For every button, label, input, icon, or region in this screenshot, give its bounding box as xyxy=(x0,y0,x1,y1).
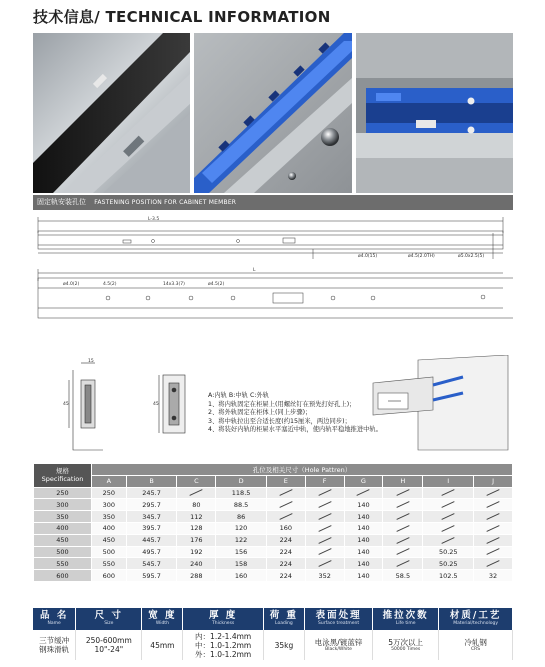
empty-cell-slash xyxy=(474,546,513,558)
table-cell: 224 xyxy=(266,546,305,558)
slash-mark xyxy=(357,490,370,497)
product-header-en: Loading xyxy=(275,621,293,626)
empty-cell-slash xyxy=(266,499,305,511)
slash-mark xyxy=(396,490,409,497)
hole-column-d: D xyxy=(216,475,267,487)
table-cell: 32 xyxy=(474,570,513,582)
empty-cell-slash xyxy=(177,487,216,499)
thickness-outer: 外：1.0-1.2mm xyxy=(195,649,252,659)
product-size-cell xyxy=(76,630,142,660)
slash-mark xyxy=(486,560,499,567)
dim-top-length: L-3.5 xyxy=(148,217,160,222)
life-en: 50000 Times xyxy=(391,646,421,652)
table-cell: 160 xyxy=(216,570,267,582)
empty-cell-slash xyxy=(305,522,344,534)
table-cell: 300 xyxy=(92,499,127,511)
table-cell: 50.25 xyxy=(423,558,474,570)
table-row xyxy=(34,558,513,570)
hole-column-g: G xyxy=(344,475,383,487)
slash-mark xyxy=(442,490,455,497)
empty-cell-slash xyxy=(474,522,513,534)
empty-cell-slash xyxy=(423,499,474,511)
table-cell: 140 xyxy=(344,570,383,582)
hole-column-i: I xyxy=(423,475,474,487)
empty-cell-slash xyxy=(383,546,423,558)
table-cell: 400 xyxy=(92,522,127,534)
dim-slot-3: ø5.0x2.5(5) xyxy=(458,254,485,259)
table-row xyxy=(34,570,513,582)
rail-technical-drawing xyxy=(33,213,513,333)
product-value-row xyxy=(33,630,513,660)
table-cell: 140 xyxy=(344,558,383,570)
thickness-middle: 中：1.0-1.2mm xyxy=(195,640,252,650)
product-header-cn: 材质/工艺 xyxy=(449,610,502,621)
photo-ball-bearing xyxy=(194,33,351,193)
empty-cell-slash xyxy=(305,546,344,558)
empty-cell-slash xyxy=(474,511,513,523)
dim-bottom-length: L xyxy=(253,268,256,273)
table-row xyxy=(34,546,513,558)
slash-mark xyxy=(486,537,499,544)
hole-table-body xyxy=(34,487,513,581)
slash-mark xyxy=(486,490,499,497)
table-cell: 122 xyxy=(216,534,267,546)
table-row xyxy=(34,487,513,499)
section-header-bar xyxy=(33,195,513,210)
table-cell: 295.7 xyxy=(126,499,177,511)
slash-mark xyxy=(318,501,331,508)
table-row xyxy=(34,522,513,534)
empty-cell-slash xyxy=(423,511,474,523)
dim-hole-4: ø4.5(2) xyxy=(208,282,225,287)
empty-cell-slash xyxy=(383,558,423,570)
empty-cell-slash xyxy=(383,499,423,511)
product-header-cell xyxy=(304,608,372,630)
section-title-cn: 固定轨安装孔位 xyxy=(37,198,86,206)
product-header-en: Life time xyxy=(395,621,416,626)
hole-column-b: B xyxy=(126,475,177,487)
table-cell: 240 xyxy=(177,558,216,570)
product-header-cn: 尺 寸 xyxy=(94,610,123,621)
empty-cell-slash xyxy=(474,487,513,499)
table-cell: 500 xyxy=(92,546,127,558)
note-step-4: 4、将装好内轨的柜屉水平塞近中轨，使内轨平稳地推进中轨。 xyxy=(208,426,383,434)
table-cell: 288 xyxy=(177,570,216,582)
spec-size-cell: 550 xyxy=(34,558,92,570)
table-cell: 88.5 xyxy=(216,499,267,511)
table-cell: 86 xyxy=(216,511,267,523)
slash-mark xyxy=(279,490,292,497)
empty-cell-slash xyxy=(383,511,423,523)
product-life-cell xyxy=(373,630,439,660)
slash-mark xyxy=(396,525,409,532)
table-cell: 112 xyxy=(177,511,216,523)
page-title: 技术信息/ TECHNICAL INFORMATION xyxy=(33,8,331,26)
photo-blue-rail xyxy=(356,33,513,193)
table-cell: 345.7 xyxy=(126,511,177,523)
empty-cell-slash xyxy=(383,487,423,499)
material-en: CRS xyxy=(471,646,481,652)
dim-hole-1: ø4.0(2) xyxy=(63,282,80,287)
slash-mark xyxy=(442,525,455,532)
product-info-table xyxy=(33,608,513,660)
product-header-cell xyxy=(373,608,439,630)
slash-mark xyxy=(279,513,292,520)
slash-mark xyxy=(279,501,292,508)
product-header-cn: 推拉次数 xyxy=(382,610,429,621)
product-header-cell xyxy=(76,608,142,630)
spec-label-en: Specification xyxy=(41,475,84,484)
table-cell: 80 xyxy=(177,499,216,511)
table-cell: 102.5 xyxy=(423,570,474,582)
empty-cell-slash xyxy=(305,534,344,546)
empty-cell-slash xyxy=(266,511,305,523)
life-cn: 5万次以上 xyxy=(388,637,424,647)
product-header-en: Size xyxy=(104,621,114,626)
table-cell: 445.7 xyxy=(126,534,177,546)
product-header-en: Material/technology xyxy=(453,621,498,626)
product-header-row xyxy=(33,608,513,630)
empty-cell-slash xyxy=(305,558,344,570)
empty-cell-slash xyxy=(383,522,423,534)
table-cell: 140 xyxy=(344,511,383,523)
table-cell: 224 xyxy=(266,558,305,570)
product-size-line1: 250-600mm xyxy=(85,636,132,645)
thickness-inner: 内：1.2-1.4mm xyxy=(195,631,252,641)
note-step-3: 3、将中轨拉出至合适长度(约15厘米，两边同步)； xyxy=(208,417,351,425)
product-name-cell xyxy=(33,630,76,660)
section-title-en: FASTENING POSITION FOR CABINET MEMBER xyxy=(94,199,237,206)
product-surface-cell xyxy=(304,630,372,660)
table-cell: 595.7 xyxy=(126,570,177,582)
spec-size-cell: 400 xyxy=(34,522,92,534)
product-header-cn: 品 名 xyxy=(40,610,69,621)
hole-pattern-table xyxy=(33,463,513,582)
table-cell: 250 xyxy=(92,487,127,499)
material-cn: 冷轧钢 xyxy=(464,637,487,647)
spec-size-cell: 450 xyxy=(34,534,92,546)
product-header-cn: 厚 度 xyxy=(208,610,238,621)
product-header-cell xyxy=(263,608,304,630)
product-width-cell: 45mm xyxy=(142,630,183,660)
product-header-cell xyxy=(439,608,513,630)
table-row xyxy=(34,499,513,511)
hole-column-headers xyxy=(34,475,513,487)
slash-mark xyxy=(396,513,409,520)
product-material-cell xyxy=(439,630,513,660)
table-cell: 158 xyxy=(216,558,267,570)
slash-mark xyxy=(486,525,499,532)
hole-column-f: F xyxy=(305,475,344,487)
dim-height-45-left: 45 xyxy=(63,402,69,407)
slash-mark xyxy=(396,560,409,567)
slash-mark xyxy=(190,490,203,497)
table-cell: 224 xyxy=(266,570,305,582)
slash-mark xyxy=(442,501,455,508)
table-cell: 224 xyxy=(266,534,305,546)
table-cell: 395.7 xyxy=(126,522,177,534)
empty-cell-slash xyxy=(344,487,383,499)
empty-cell-slash xyxy=(423,487,474,499)
spec-size-cell: 300 xyxy=(34,499,92,511)
empty-cell-slash xyxy=(305,499,344,511)
slash-mark xyxy=(442,537,455,544)
table-cell: 176 xyxy=(177,534,216,546)
spec-label-cn: 规格 xyxy=(56,467,69,476)
product-thickness-cell xyxy=(183,630,263,660)
product-header-en: Thickness xyxy=(212,621,235,626)
table-cell: 495.7 xyxy=(126,546,177,558)
table-cell: 140 xyxy=(344,546,383,558)
slash-mark xyxy=(318,560,331,567)
empty-cell-slash xyxy=(266,487,305,499)
table-cell: 140 xyxy=(344,499,383,511)
table-cell: 245.7 xyxy=(126,487,177,499)
surface-cn: 电泳黑/镀蓝锌 xyxy=(314,637,363,647)
note-step-2: 2、将外轨固定在柜体上(同上步骤)； xyxy=(208,409,312,417)
spec-size-cell: 600 xyxy=(34,570,92,582)
empty-cell-slash xyxy=(474,558,513,570)
table-cell: 140 xyxy=(344,534,383,546)
slash-mark xyxy=(486,549,499,556)
dim-height-45-right: 45 xyxy=(153,402,159,407)
product-size-line2: 10"-24" xyxy=(94,645,124,654)
product-loading-cell: 35kg xyxy=(263,630,304,660)
note-step-1: 1、将内轨固定在柜屉上(用螺丝钉在预先打好孔上)； xyxy=(208,400,356,408)
hole-column-a: A xyxy=(92,475,127,487)
product-header-cn: 表面处理 xyxy=(315,610,362,621)
slash-mark xyxy=(396,537,409,544)
empty-cell-slash xyxy=(383,534,423,546)
slash-mark xyxy=(318,537,331,544)
product-header-cell xyxy=(142,608,183,630)
table-cell: 600 xyxy=(92,570,127,582)
dim-slot-1: ø4.0(15) xyxy=(358,254,378,259)
table-row xyxy=(34,534,513,546)
spec-size-cell: 250 xyxy=(34,487,92,499)
table-cell: 160 xyxy=(266,522,305,534)
table-row xyxy=(34,511,513,523)
product-header-en: Surface treatment xyxy=(317,621,360,626)
table-cell: 128 xyxy=(177,522,216,534)
spec-size-cell: 350 xyxy=(34,511,92,523)
spec-column-header xyxy=(34,464,92,488)
spec-size-cell: 500 xyxy=(34,546,92,558)
slash-mark xyxy=(318,525,331,532)
slash-mark xyxy=(396,501,409,508)
product-header-cell xyxy=(183,608,263,630)
table-cell: 156 xyxy=(216,546,267,558)
dim-slot-2: ø4.5(2.0TH) xyxy=(408,254,435,259)
table-cell: 352 xyxy=(305,570,344,582)
hole-column-h: H xyxy=(383,475,423,487)
hole-column-c: C xyxy=(177,475,216,487)
empty-cell-slash xyxy=(305,487,344,499)
table-cell: 545.7 xyxy=(126,558,177,570)
table-cell: 120 xyxy=(216,522,267,534)
product-header-cn: 宽 度 xyxy=(148,610,177,621)
surface-en: Black/White xyxy=(325,646,352,652)
product-header-en: Name xyxy=(47,621,61,626)
table-cell: 192 xyxy=(177,546,216,558)
slash-mark xyxy=(442,513,455,520)
dim-hole-2: 4.5(2) xyxy=(103,282,117,287)
product-header-en: Width xyxy=(155,621,169,626)
table-cell: 140 xyxy=(344,522,383,534)
table-cell: 550 xyxy=(92,558,127,570)
table-cell: 50.25 xyxy=(423,546,474,558)
product-name-line2: 钢珠滑轨 xyxy=(39,645,70,654)
product-header-cn: 荷 重 xyxy=(269,610,299,621)
slash-mark xyxy=(486,513,499,520)
table-cell: 350 xyxy=(92,511,127,523)
empty-cell-slash xyxy=(474,534,513,546)
table-cell: 58.5 xyxy=(383,570,423,582)
hole-pattern-title: 孔位及相关尺寸（Hole Pattren） xyxy=(92,464,513,476)
product-photos xyxy=(33,33,513,193)
installation-notes xyxy=(208,392,382,435)
product-name-line1: 三节缓冲 xyxy=(39,636,70,645)
empty-cell-slash xyxy=(305,511,344,523)
hole-column-j: J xyxy=(474,475,513,487)
slash-mark xyxy=(396,549,409,556)
table-cell: 450 xyxy=(92,534,127,546)
slash-mark xyxy=(318,513,331,520)
note-legend: A:内轨 B:中轨 C:外轨 xyxy=(208,392,270,399)
photo-rail-closeup xyxy=(33,33,190,193)
dim-hole-3: 14x3.3(7) xyxy=(163,282,185,287)
product-header-cell xyxy=(33,608,76,630)
empty-cell-slash xyxy=(423,534,474,546)
dim-width-15: 15 xyxy=(88,359,94,364)
slash-mark xyxy=(486,501,499,508)
empty-cell-slash xyxy=(474,499,513,511)
hole-column-e: E xyxy=(266,475,305,487)
slash-mark xyxy=(318,549,331,556)
empty-cell-slash xyxy=(423,522,474,534)
table-cell: 118.5 xyxy=(216,487,267,499)
slash-mark xyxy=(318,490,331,497)
